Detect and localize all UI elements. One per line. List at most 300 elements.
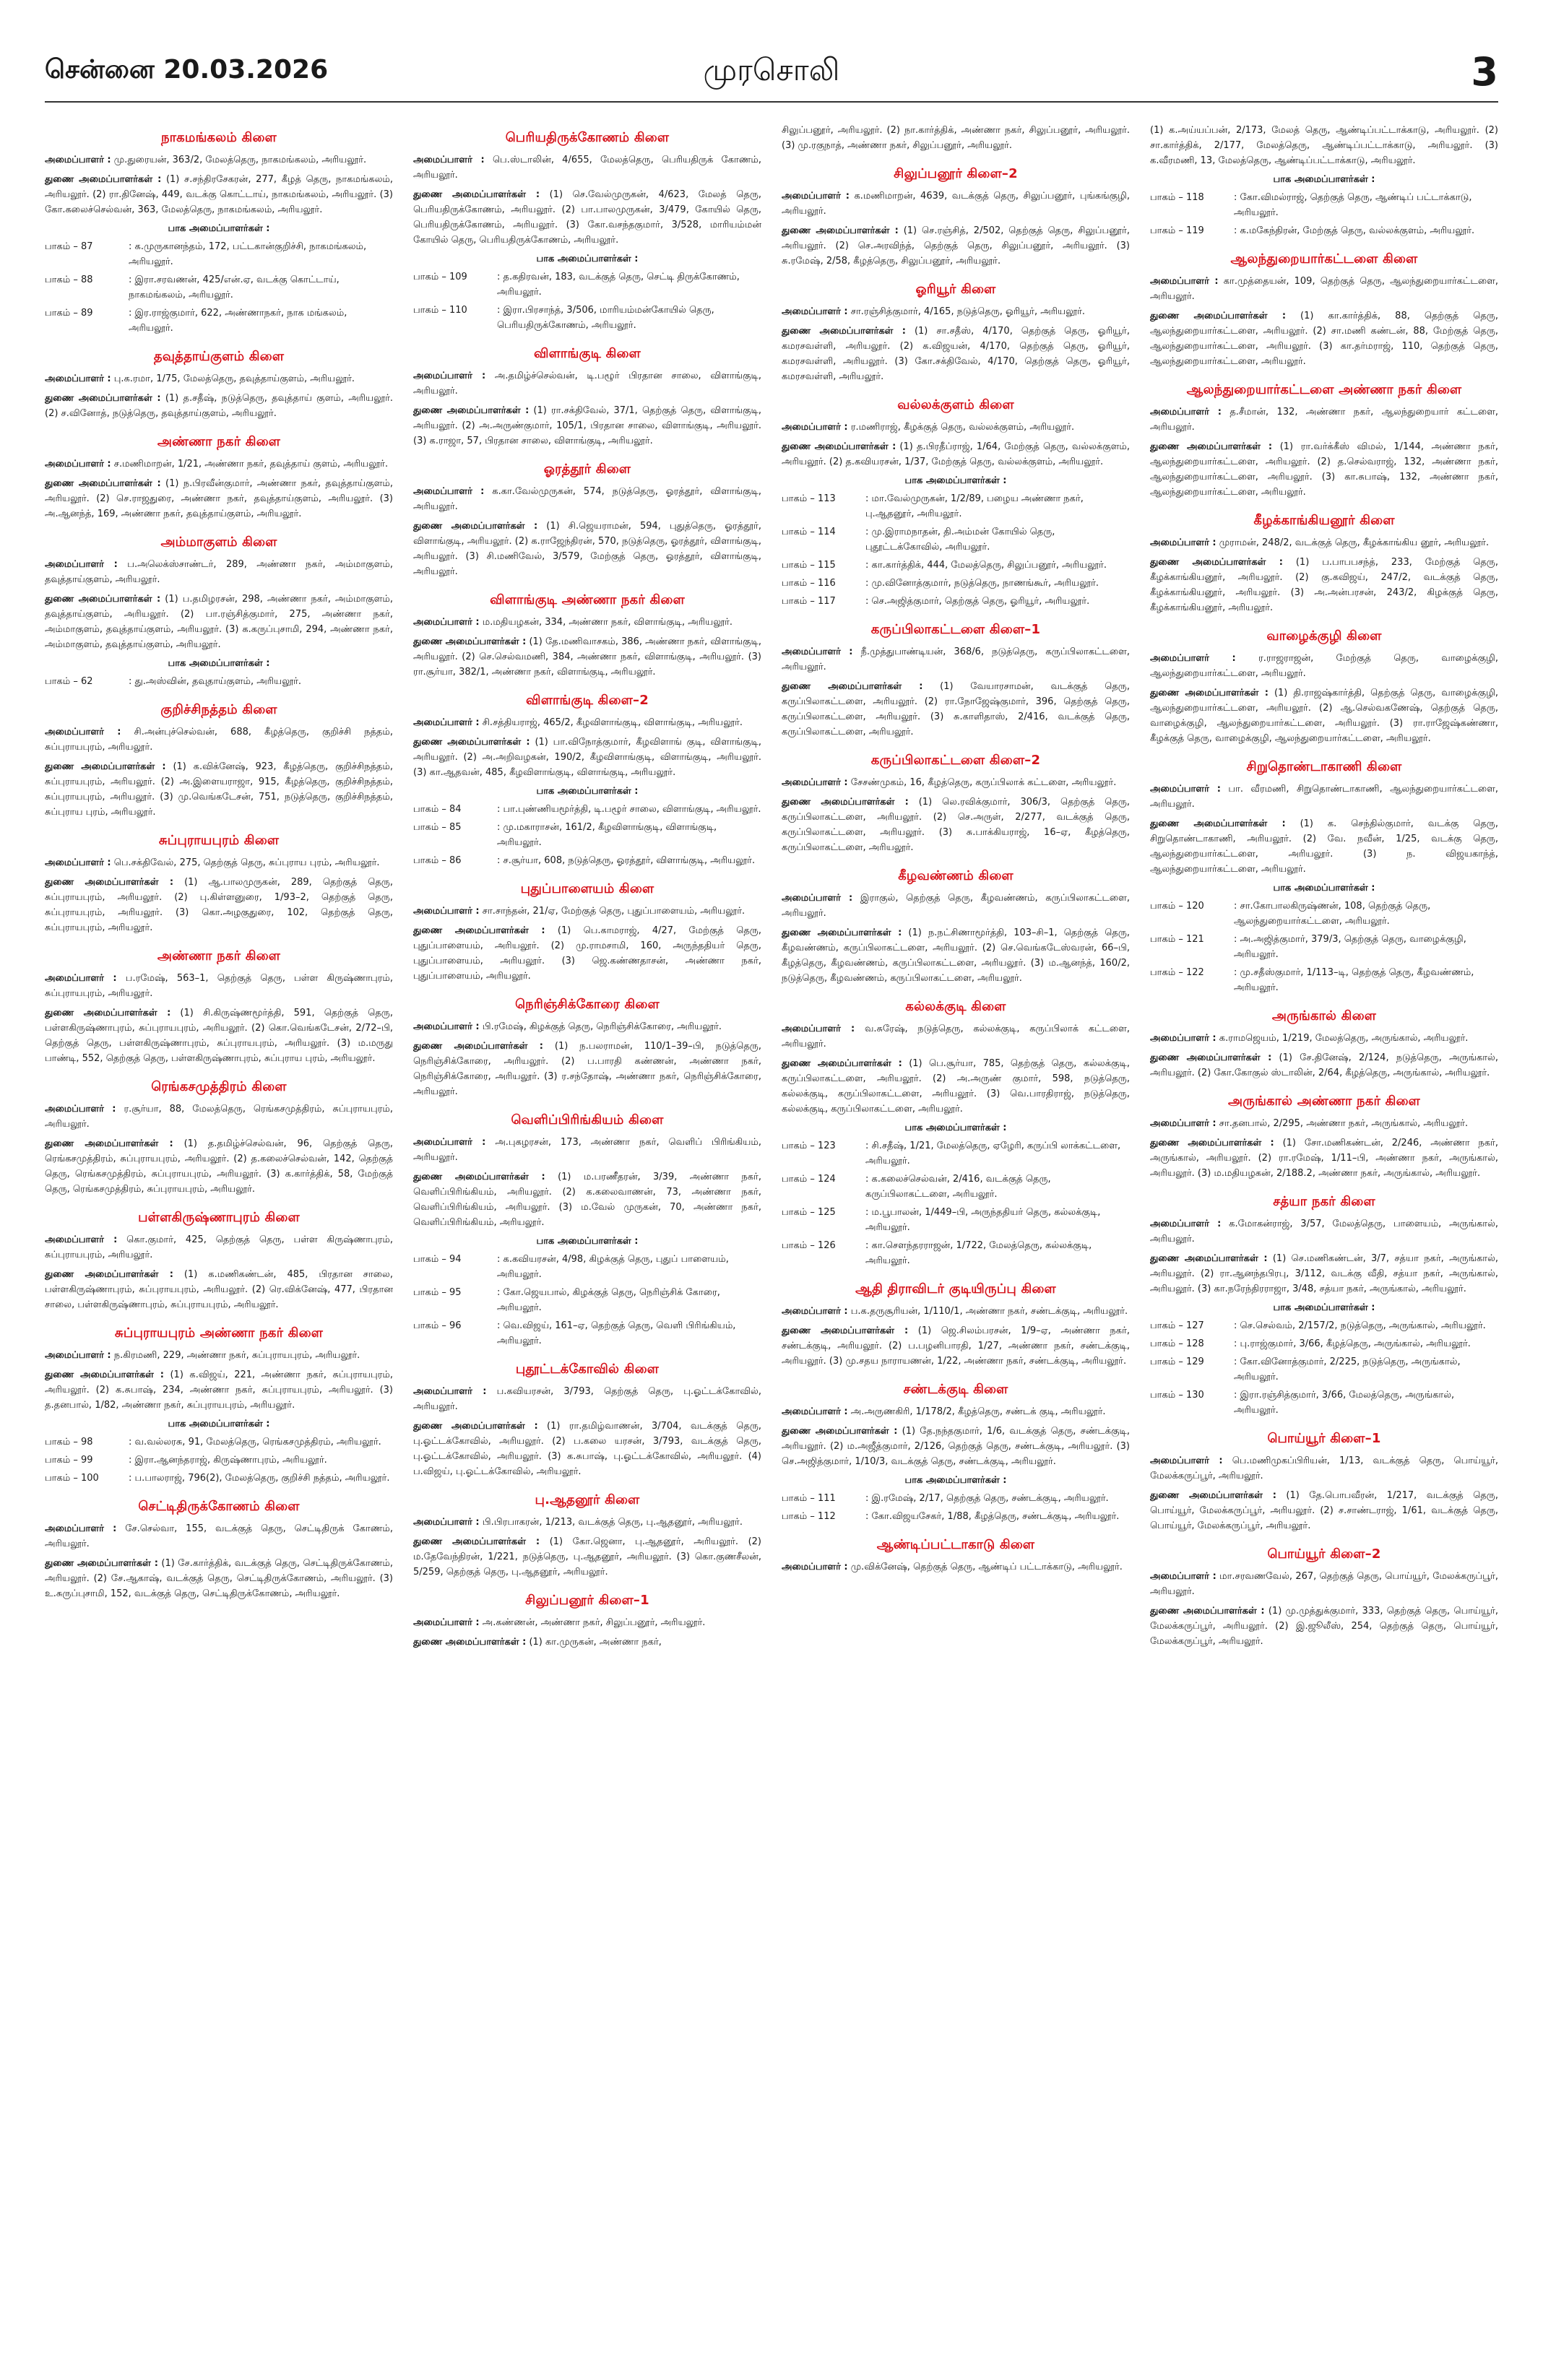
vice-presidents-label: துணை அமைப்பாளர்கள் : bbox=[782, 797, 909, 808]
branch-section bbox=[413, 881, 761, 984]
president-line bbox=[45, 557, 393, 587]
booth-member: : க.கலைச்செல்வன், 2/416, வடக்குத் தெரு, கருப்பிலாகட்டளை, அரியலூர். bbox=[865, 1174, 1051, 1200]
president-name: க.மோகன்ராஜ், 3/57, மேலத்தெரு, பாளையம், அருங்கால், அரியலூர். bbox=[1150, 1219, 1498, 1245]
president-label: அமைப்பாளர் : bbox=[1150, 653, 1236, 664]
booth-number: பாகம் – 89 bbox=[45, 308, 93, 319]
booth-heading: பாக அமைப்பாளர்கள் : bbox=[168, 658, 270, 669]
vice-presidents-names: (1) சே.தினேஷ், 2/124, நடுத்தெரு, அருங்கால், அரியலூர். (2) கோ.கோகுல் ஸ்டாலின், 2/64, கீழத்தெரு, அருங்கால், அரியலூர். bbox=[1150, 1052, 1498, 1078]
branch-title: கருப்பிலாகட்டளை கிளை–1 bbox=[870, 622, 1041, 637]
president-label: அமைப்பாளர் : bbox=[1150, 1571, 1216, 1582]
president-name: நீ.முத்துபாண்டியன், 368/6, நடுத்தெரு, கருப்பிலாகட்டளை, அரியலூர். bbox=[782, 646, 1130, 672]
branch-title: சிலுப்பனூர் கிளை–2 bbox=[894, 166, 1018, 181]
branch-title: பள்ளகிருஷ்ணாபுரம் கிளை bbox=[138, 1210, 300, 1225]
president-name: கொ.குமார், 425, தெற்குத் தெரு, பள்ள கிருஷ்ணாபுரம், சுப்புராயபுரம், அரியலூர். bbox=[45, 1234, 393, 1260]
vice-presidents-line bbox=[782, 1424, 1130, 1469]
president-label: அமைப்பாளர் : bbox=[782, 306, 848, 317]
vice-presidents-line bbox=[45, 592, 393, 652]
booth-member: : மு.மகாராசன், 161/2, கீழவிளாங்குடி, விளாங்குடி, அரியலூர். bbox=[497, 822, 717, 848]
booth-member: : கா.கார்த்திக், 444, மேலத்தெரு, சிலுப்பனூர், அரியலூர். bbox=[865, 560, 1107, 571]
booth-row bbox=[413, 820, 761, 850]
president-line bbox=[45, 152, 393, 168]
vice-presidents-line bbox=[413, 1169, 761, 1230]
vice-presidents-label: துணை அமைப்பாளர்கள் : bbox=[782, 1058, 902, 1069]
booth-row bbox=[1150, 190, 1498, 220]
booth-row bbox=[45, 674, 393, 689]
vice-presidents-label: துணை அமைப்பாளர்கள் : bbox=[413, 405, 530, 416]
booth-heading: பாக அமைப்பாளர்கள் : bbox=[168, 1419, 270, 1429]
branch-section bbox=[782, 123, 1130, 153]
vice-presidents-line bbox=[413, 634, 761, 680]
vice-presidents-names: (1) பெ.சூர்யா, 785, தெற்குத் தெரு, கல்லக்குடி, கருப்பிலாகட்டளை, அரியலூர். (2) அ.அருண் குமார், 598, நடுத்தெரு, கல்லக்குடி, கருப்பிலாகட்டளை, அரியலூர். (3) வெ.பாரதிராஜ், நடுத்தெரு, கல்லக்குடி, கருப்பிலாகட்டளை, அரியலூர். bbox=[782, 1058, 1130, 1115]
branch-section bbox=[413, 346, 761, 449]
branch-section bbox=[413, 462, 761, 579]
booth-member: : கோ.விமல்ராஜ், தெற்குத் தெரு, ஆண்டிப் பட்டாக்காடு, அரியலூர். bbox=[1234, 192, 1472, 218]
vice-presidents-line bbox=[413, 403, 761, 449]
booth-member: : மு.இராமநாதன், தி.அம்மன் கோயில் தெரு, புதூட்டக்கோவில், அரியலூர். bbox=[865, 527, 1055, 553]
president-label: அமைப்பாளர் : bbox=[1150, 537, 1216, 548]
president-name: மா.சரவணவேல், 267, தெற்குத் தெரு, பொய்யூர், மேலக்கருப்பூர், அரியலூர். bbox=[1150, 1571, 1498, 1597]
president-name: இராகுல், தெற்குத் தெரு, கீழவண்ணம், கருப்பிலாகட்டளை, அரியலூர். bbox=[782, 893, 1130, 919]
branch-title: செட்டிதிருக்கோணம் கிளை bbox=[138, 1499, 300, 1514]
president-name: பா. வீரமணி, சிறுதொண்டாகாணி, ஆலந்துறையார்கட்டளை, அரியலூர். bbox=[1150, 784, 1498, 810]
vice-presidents-label: துணை அமைப்பாளர்கள் : bbox=[782, 326, 906, 337]
president-label: அமைப்பாளர் : bbox=[782, 1306, 848, 1317]
branch-title: விளாங்குடி கிளை bbox=[534, 346, 641, 361]
president-line bbox=[782, 775, 1130, 790]
branch-title: சிலுப்பனூர் கிளை–1 bbox=[525, 1593, 649, 1608]
vice-presidents-label: துணை அமைப்பாளர்கள் : bbox=[45, 877, 174, 888]
booth-heading: பாக அமைப்பாளர்கள் : bbox=[904, 475, 1007, 486]
vice-presidents-names: (1) தே.பொபவீரன், 1/217, வடக்குத் தெரு, பொய்யூர், மேலக்கருப்பூர், அரியலூர். (2) ச.சாண்டராஜ், 1/61, வடக்குத் தெரு, பொய்யூர், மேலக்கருப்பூர், அரியலூர். bbox=[1150, 1490, 1498, 1531]
branch-title: விளாங்குடி அண்ணா நகர் கிளை bbox=[490, 592, 685, 607]
president-label: அமைப்பாளர் : bbox=[413, 1137, 486, 1148]
vice-presidents-names: (1) ப.தமிழரசன், 298, அண்ணா நகர், அம்மாகுளம், தவுத்தாய்குளம், அரியலூர். (2) பா.ரஞ்சித்குமார், 275, அண்ணா நகர், அம்மாகுளம், தவுத்தாய்குளம், அரியலூர். (3) க.கருப்புசாமி, 294, அண்ணா நகர், அம்மாகுளம், தவுத்தாய்குளம், அரியலூர். bbox=[45, 594, 393, 650]
vice-presidents-label: துணை அமைப்பாளர்கள் : bbox=[1150, 1138, 1274, 1148]
president-label: அமைப்பாளர் : bbox=[1150, 1455, 1223, 1466]
president-line bbox=[45, 855, 393, 870]
vice-presidents-names: (1) க.அய்யப்பன், 2/173, மேலத் தெரு, ஆண்டிப்பட்டாக்காடு, அரியலூர். (2) சா.கார்த்திக், 2/177, மேலத்தெரு, ஆண்டிப்பட்டாக்காடு, அரியலூர். (3) க.வீரமணி, 13, மேலத்தெரு, ஆண்டிப்பட்டாக்காடு, அரியலூர். bbox=[1150, 125, 1498, 166]
branch-title: பொய்யூர் கிளை–1 bbox=[1267, 1431, 1381, 1446]
president-label: அமைப்பாளர் : bbox=[782, 1406, 848, 1417]
booth-number: பாகம் – 119 bbox=[1150, 225, 1204, 236]
president-name: த.சீமான், 132, அண்ணா நகர், ஆலந்துறையார் கட்டளை, அரியலூர். bbox=[1150, 407, 1498, 433]
branch-title: தவுத்தாய்குளம் கிளை bbox=[153, 349, 285, 364]
booth-member: : இ.ரமேஷ், 2/17, தெற்குத் தெரு, சண்டக்குடி, அரியலூர். bbox=[865, 1493, 1109, 1504]
branch-section bbox=[782, 753, 1130, 855]
booth-number: பாகம் – 130 bbox=[1150, 1390, 1204, 1401]
booth-row bbox=[782, 576, 1130, 591]
president-name: ர.மணிராஜ், கீழக்குத் தெரு, வல்லக்குளம், அரியலூர். bbox=[850, 422, 1075, 433]
president-name: க.மணிமாறன், 4639, வடக்குத் தெரு, சிலுப்பனூர், புங்கங்குழி, அரியலூர். bbox=[782, 191, 1130, 217]
branch-section bbox=[413, 130, 761, 333]
branch-title: ஆலந்துறையார்கட்டளை அண்ணா நகர் கிளை bbox=[1186, 382, 1462, 397]
booth-member: : அ.அஜித்குமார், 379/3, தெற்குத் தெரு, வாழைக்குழி, அரியலூர். bbox=[1234, 934, 1466, 960]
branch-title: ஆலந்துறையார்கட்டளை கிளை bbox=[1230, 251, 1418, 267]
booth-member: : இரா.பிரசாந்த், 3/506, மாரியம்மன்கோயில் தெரு, பெரியதிருக்கோணம், அரியலூர். bbox=[497, 305, 714, 331]
branch-section bbox=[413, 592, 761, 680]
vice-presidents-line bbox=[45, 875, 393, 935]
president-line bbox=[782, 420, 1130, 435]
president-label: அமைப்பாளர் : bbox=[1150, 784, 1221, 795]
booth-heading: பாக அமைப்பாளர்கள் : bbox=[536, 254, 639, 264]
branch-section bbox=[782, 999, 1130, 1268]
president-label: அமைப்பாளர் : bbox=[45, 373, 111, 384]
president-name: மு.விக்னேஷ், தெற்குத் தெரு, ஆண்டிப் பட்டாக்காடு, அரியலூர். bbox=[850, 1562, 1123, 1572]
booth-member: : கா.செளந்தரராஜன், 1/722, மேலத்தெரு, கல்லக்குடி, அரியலூர். bbox=[865, 1240, 1092, 1266]
booth-number: பாகம் – 115 bbox=[782, 560, 836, 571]
vice-presidents-label: துணை அமைப்பாளர்கள் : bbox=[782, 441, 896, 452]
branch-title: சுப்புராயபுரம் அண்ணா நகர் கிளை bbox=[114, 1325, 324, 1341]
vice-presidents-names: (1) க. செந்தில்குமார், வடக்கு தெரு, சிறுதொண்டாகாணி, அரியலூர். (2) வே. நவீன், 1/25, வடக்கு தெரு, ஆலந்துறையார்கட்டளை, அரியலூர். (3) ந. விஜயகாந்த், ஆலந்துறையார்கட்டளை, அரியலூர். bbox=[1150, 818, 1498, 875]
president-label: அமைப்பாளர் : bbox=[45, 1523, 117, 1534]
booth-member: : க.கவியரசன், 4/98, கிழக்குத் தெரு, புதுப் பாளையம், அரியலூர். bbox=[497, 1254, 729, 1280]
booth-member: : ப.பாலராஜ், 796(2), மேலத்தெரு, குறிச்சி நத்தம், அரியலூர். bbox=[129, 1473, 390, 1484]
president-name: சேசண்முகம், 16, கீழத்தெரு, கருப்பிலாக் கட்டளை, அரியலூர். bbox=[850, 777, 1117, 788]
booth-number: பாகம் – 122 bbox=[1150, 967, 1204, 978]
booth-number: பாகம் – 113 bbox=[782, 493, 836, 504]
branch-section bbox=[45, 349, 393, 421]
booth-number: பாகம் – 86 bbox=[413, 855, 462, 866]
president-name: க.ராமஜெயம், 1/219, மேலத்தெரு, அருங்கால், அரியலூர். bbox=[1219, 1033, 1469, 1044]
booth-member: : க.முருகானந்தம், 172, பட்டகான்குறிச்சி, நாகமங்கலம், அரியலூர். bbox=[129, 241, 367, 267]
branch-section bbox=[1150, 1546, 1498, 1649]
vice-presidents-names: (1) சே.கார்த்திக், வடக்குத் தெரு, செட்டிதிருக்கோணம், அரியலூர். (2) சே.ஆகாஷ், வடக்குத் தெரு, செட்டிதிருக்கோணம், அரியலூர். (3) உ.சுருப்புசாமி, 152, வடக்குத் தெரு, செட்டிதிருக்கோணம், அரியலூர். bbox=[45, 1558, 393, 1599]
vice-presidents-line bbox=[1150, 1604, 1498, 1649]
booth-number: பாகம் – 99 bbox=[45, 1455, 93, 1466]
branch-title: புதுப்பாளையம் கிளை bbox=[520, 881, 654, 896]
president-name: பி.பிரபாகரன், 1/213, வடக்குத் தெரு, பு.ஆதனூர், அரியலூர். bbox=[482, 1517, 743, 1528]
president-line bbox=[1150, 1453, 1498, 1484]
president-line bbox=[1150, 535, 1498, 550]
president-line bbox=[45, 1521, 393, 1552]
booth-member: : மு.வினோத்குமார், நடுத்தெரு, நாணங்கூர், அரியலூர். bbox=[865, 578, 1099, 589]
booth-member: : செ.அஜித்குமார், தெற்குத் தெரு, ஓரியூர், அரியலூர். bbox=[865, 596, 1090, 607]
vice-presidents-line bbox=[1150, 1488, 1498, 1533]
booth-heading: பாக அமைப்பாளர்கள் : bbox=[1273, 1302, 1375, 1313]
president-label: அமைப்பாளர் : bbox=[413, 155, 485, 165]
president-line bbox=[45, 1348, 393, 1363]
booth-member: : கோ.வினோத்குமார், 2/225, நடுத்தெரு, அருங்கால், அரியலூர். bbox=[1234, 1356, 1461, 1382]
branch-title: வெளிப்பிரிங்கியம் கிளை bbox=[511, 1112, 664, 1128]
vice-presidents-names: (1) ப.பாபபசந்த், 233, மேற்குத் தெரு, கீழக்காங்கியனூர், அரியலூர். (2) கு.கவிஜய், 247/2, வடக்குத் தெரு, கீழக்காங்கியனூர், அரியலூர். (3) அ.அன்பரசன், 243/2, கிழக்குத் தெரு, கீழக்காங்கியனூர், அரியலூர். bbox=[1150, 557, 1498, 613]
president-line bbox=[1150, 1031, 1498, 1046]
booth-heading: பாக அமைப்பாளர்கள் : bbox=[1273, 174, 1375, 185]
vice-presidents-line bbox=[413, 735, 761, 780]
vice-presidents-line bbox=[413, 187, 761, 248]
booth-member: : இர.ராஜ்குமார், 622, அண்ணாநகர், நாக மங்கலம், அரியலூர். bbox=[129, 308, 347, 334]
vice-presidents-label: துணை அமைப்பாளர்கள் : bbox=[782, 225, 899, 236]
president-name: சா.தனபால், 2/295, அண்ணா நகர், அருங்கால், அரியலூர். bbox=[1219, 1118, 1469, 1129]
president-label: அமைப்பாளர் : bbox=[782, 1024, 855, 1034]
booth-row bbox=[1150, 1318, 1498, 1333]
booth-member: : ச.சூர்யா, 608, நடுத்தெரு, ஓரத்தூர், விளாங்குடி, அரியலூர். bbox=[497, 855, 756, 866]
booth-row bbox=[782, 1138, 1130, 1169]
vice-presidents-line bbox=[782, 439, 1130, 469]
vice-presidents-label: துணை அமைப்பாளர்கள் : bbox=[413, 521, 538, 532]
vice-presidents-line bbox=[413, 1635, 761, 1650]
vice-presidents-label: துணை அமைப்பாளர்கள் : bbox=[413, 1536, 540, 1547]
branch-title: அருங்கால் கிளை bbox=[1271, 1008, 1377, 1024]
branch-title: நாகமங்கலம் கிளை bbox=[161, 130, 277, 145]
vice-presidents-names: (1) த.பிரதீப்ராஜ், 1/64, மேற்குத் தெரு, வல்லக்குளம், அரியலூர். (2) த.கவியரசன், 1/37, மேற்குத் தெரு, வல்லக்குளம், அரியலூர். bbox=[782, 441, 1130, 467]
president-label: அமைப்பாளர் : bbox=[45, 559, 118, 570]
branch-title: பு.ஆதனூர் கிளை bbox=[535, 1492, 640, 1507]
booth-number: பாகம் – 94 bbox=[413, 1254, 462, 1265]
president-line bbox=[413, 715, 761, 730]
president-line bbox=[45, 1102, 393, 1132]
booth-member: : த.கதிரவன், 183, வடக்குத் தெரு, செட்டி திருக்கோணம், அரியலூர். bbox=[497, 272, 740, 298]
booth-row bbox=[1150, 899, 1498, 929]
vice-presidents-label: துணை அமைப்பாளர்கள் : bbox=[1150, 1606, 1265, 1617]
booth-row bbox=[45, 272, 393, 303]
vice-presidents-line bbox=[782, 925, 1130, 986]
vice-presidents-label: துணை அமைப்பாளர்கள் : bbox=[413, 737, 530, 748]
president-label: அமைப்பாளர் : bbox=[45, 459, 111, 469]
branch-section bbox=[1150, 123, 1498, 238]
president-line bbox=[1150, 1216, 1498, 1247]
vice-presidents-names: (1) ம.பரணீதரன், 3/39, அண்ணா நகர், வெளிப்பிரிங்கியம், அரியலூர். (2) க.கலைவாணன், 73, அண்ணா நகர், வெளிப்பிரிங்கியம், அரியலூர். (3) ம.வேல் முருகன், 70, அண்ணா நகர், வெளிப்பிரிங்கியம், அரியலூர். bbox=[413, 1172, 761, 1228]
booth-member: : இரா.ஆனந்தராஜ், கிருஷ்ணாபுரம், அரியலூர். bbox=[129, 1455, 327, 1466]
vice-presidents-line bbox=[782, 324, 1130, 384]
branch-title: அண்ணா நகர் கிளை bbox=[157, 434, 281, 449]
president-name: ர.ராஜராஜன், மேற்குத் தெரு, வாழைக்குழி, ஆலந்துறையார்கட்டளை, அரியலூர். bbox=[1150, 653, 1498, 679]
vice-presidents-line bbox=[413, 1039, 761, 1099]
vice-presidents-label: துணை அமைப்பாளர்கள் : bbox=[413, 1637, 527, 1648]
booth-heading: பாக அமைப்பாளர்கள் : bbox=[536, 786, 639, 797]
booth-row bbox=[413, 802, 761, 817]
vice-presidents-line bbox=[45, 1556, 393, 1601]
president-line bbox=[45, 1232, 393, 1263]
president-label: அமைப்பாளர் : bbox=[413, 1617, 480, 1628]
president-name: ப.அலெக்ஸ்சாண்டர், 289, அண்ணா நகர், அம்மாகுளம், தவுத்தாய்குளம், அரியலூர். bbox=[45, 559, 393, 585]
booth-row bbox=[782, 1205, 1130, 1235]
booth-number: பாகம் – 123 bbox=[782, 1141, 836, 1151]
booth-heading: பாக அமைப்பாளர்கள் : bbox=[1273, 883, 1375, 893]
date-line: சென்னை 20.03.2026 bbox=[45, 55, 329, 85]
president-label: அமைப்பாளர் : bbox=[782, 1562, 848, 1572]
branch-title: பொய்யூர் கிளை–2 bbox=[1267, 1546, 1381, 1562]
vice-presidents-label: துணை அமைப்பாளர்கள் : bbox=[1150, 557, 1283, 568]
booth-number: பாகம் – 116 bbox=[782, 578, 836, 589]
booth-row bbox=[45, 239, 393, 269]
president-label: அமைப்பாளர் : bbox=[782, 893, 853, 904]
booth-number: பாகம் – 118 bbox=[1150, 192, 1204, 203]
president-label: அமைப்பாளர் : bbox=[413, 717, 480, 728]
branch-section bbox=[1150, 251, 1498, 369]
president-name: பெ.ஸ்டாலின், 4/655, மேலத்தெரு, பெரியதிருக் கோணம், அரியலூர். bbox=[413, 155, 761, 181]
booth-number: பாகம் – 98 bbox=[45, 1437, 93, 1448]
vice-presidents-line bbox=[413, 923, 761, 984]
vice-presidents-label: துணை அமைப்பாளர்கள் : bbox=[45, 393, 161, 404]
branch-section bbox=[413, 1492, 761, 1580]
president-label: அமைப்பாளர் : bbox=[782, 646, 853, 657]
booth-row bbox=[1150, 965, 1498, 995]
branch-title: விளாங்குடி கிளை–2 bbox=[526, 693, 649, 708]
booth-row bbox=[782, 1509, 1130, 1524]
booth-row bbox=[1150, 1354, 1498, 1385]
president-line bbox=[1150, 1116, 1498, 1131]
branch-section bbox=[782, 1382, 1130, 1524]
vice-presidents-line bbox=[782, 1056, 1130, 1117]
branch-title: அம்மாகுளம் கிளை bbox=[160, 535, 277, 550]
vice-presidents-label: துணை அமைப்பாளர்கள் : bbox=[45, 1369, 164, 1380]
booth-number: பாகம் – 96 bbox=[413, 1320, 462, 1331]
booth-member: : கோ.ஜெயபால், கிழக்குத் தெரு, நெரிஞ்சிக் கோரை, அரியலூர். bbox=[497, 1287, 720, 1313]
president-line bbox=[413, 1515, 761, 1530]
branch-section bbox=[782, 622, 1130, 740]
vice-presidents-line bbox=[45, 759, 393, 820]
vice-presidents-names: (1) சா.சதீஸ், 4/170, தெற்குத் தெரு, ஓரியூர், கமரசவள்ளி, அரியலூர். (2) க.விஜயன், 4/170, தெற்குத் தெரு, ஓரியூர், கமரசவள்ளி, அரியலூர். (3) கோ.சக்திவேல், 4/170, தெற்குத் தெரு, ஓரியூர், கமரசவள்ளி, அரியலூர். bbox=[782, 326, 1130, 382]
booth-row bbox=[782, 1172, 1130, 1202]
president-name: சா.ரஞ்சித்குமார், 4/165, நடுத்தெரு, ஓரியூர், அரியலூர். bbox=[850, 306, 1086, 317]
president-name: அ.கண்ணன், அண்ணா நகர், சிலுப்பனூர், அரியலூர். bbox=[482, 1617, 706, 1628]
header-rule bbox=[45, 101, 1498, 103]
booth-member: : இரா.ரஞ்சித்குமார், 3/66, மேலத்தெரு, அருங்கால், அரியலூர். bbox=[1234, 1390, 1455, 1416]
vice-presidents-label: துணை அமைப்பாளர்கள் : bbox=[1150, 311, 1287, 321]
vice-presidents-line bbox=[782, 1323, 1130, 1369]
president-name: அ.புகழரசன், 173, அண்ணா நகர், வெளிப் பிரிங்கியம், அரியலூர். bbox=[413, 1137, 761, 1163]
president-line bbox=[1150, 404, 1498, 435]
vice-presidents-label: துணை அமைப்பாளர்கள் : bbox=[413, 1421, 538, 1432]
branch-section bbox=[782, 166, 1130, 269]
branch-title: ரெங்கசமுத்திரம் கிளை bbox=[151, 1079, 287, 1094]
vice-presidents-names: (1) கா.கார்த்திக், 88, தெற்குத் தெரு, ஆலந்துறையார்கட்டளை, அரியலூர். (2) சா.மணி கண்டன், 88, மேற்குத் தெரு, ஆலந்துறையார்கட்டளை, அரியலூர். (3) கா.தர்மராஜ், 110, தெற்குத் தெரு, ஆலந்துறையார்கட்டளை, அரியலூர். bbox=[1150, 311, 1498, 367]
vice-presidents-label: துணை அமைப்பாளர்கள் : bbox=[1150, 1052, 1272, 1063]
vice-presidents-names: (1) லெ.ரவிக்குமார், 306/3, தெற்குத் தெரு, கருப்பிலாகட்டளை, அரியலூர். (2) செ.அருள், 2/277, வடக்குத் தெரு, கருப்பிலாகட்டளை, அரியலூர். (3) சு.பாக்கியராஜ், 16–ஏ, கீழத்தெரு, கருப்பிலாகட்டளை, அரியலூர். bbox=[782, 797, 1130, 853]
branch-title: ஆதி திராவிடர் குடியிருப்பு கிளை bbox=[855, 1281, 1056, 1297]
masthead bbox=[45, 49, 1498, 98]
president-line bbox=[782, 644, 1130, 675]
vice-presidents-names: (1) சி.ஜெயராமன், 594, புதுத்தெரு, ஓரத்தூர், விளாங்குடி, அரியலூர். (2) க.ராஜேந்திரன், 570, நடுத்தெரு, ஓரத்தூர், விளாங்குடி, அரியலூர். (3) சி.மணிவேல், 3/579, மேற்குத் தெரு, ஓரத்தூர், விளாங்குடி, அரியலூர். bbox=[413, 521, 761, 577]
vice-presidents-names: (1) பா.விநோத்குமார், கீழவிளாங் குடி, விளாங்குடி, அரியலூர். (2) அ.அறிவழகன், 190/2, கீழவிளாங்குடி, விளாங்குடி, அரியலூர். (3) கா.ஆதவன், 485, கீழவிளாங்குடி, விளாங்குடி, அரியலூர். bbox=[413, 737, 761, 778]
vice-presidents-line bbox=[1150, 1251, 1498, 1297]
vice-presidents-names: (1) ச.சந்திரசேகரன், 277, கீழத் தெரு, நாகமங்கலம், அரியலூர். (2) ரா.தினேஷ், 449, வடக்கு கொட்டாய், நாகமங்கலம், அரியலூர். (3) கோ.கலைச்செல்வன், 363, மேலத்தெரு, நாகமங்கலம், அரியலூர். bbox=[45, 174, 393, 215]
booth-heading: பாக அமைப்பாளர்கள் : bbox=[536, 1236, 639, 1247]
branch-section bbox=[45, 130, 393, 336]
president-line bbox=[413, 904, 761, 919]
booth-row bbox=[782, 594, 1130, 609]
vice-presidents-line bbox=[782, 123, 1130, 153]
vice-presidents-line bbox=[782, 795, 1130, 855]
branch-title: சிறுதொண்டாகாணி கிளை bbox=[1246, 759, 1402, 774]
president-name: ர.சூர்யா, 88, மேலத்தெரு, ரெங்கசமுத்திரம், சுப்புராயபுரம், அரியலூர். bbox=[45, 1104, 393, 1130]
president-name: பி.ரமேஷ், கிழக்குத் தெரு, நெரிஞ்சிக்கோரை, அரியலூர். bbox=[482, 1021, 722, 1032]
president-line bbox=[1150, 274, 1498, 304]
president-line bbox=[413, 1135, 761, 1165]
branch-section bbox=[782, 282, 1130, 384]
branch-title: சண்டக்குடி கிளை bbox=[903, 1382, 1008, 1397]
booth-heading: பாக அமைப்பாளர்கள் : bbox=[904, 1475, 1007, 1486]
vice-presidents-names: (1) தி.ராஜஷ்கார்த்தி, தெற்குத் தெரு, வாழைக்குழி, ஆலந்துறையார்கட்டளை, அரியலூர். (2) ஆ.செல்வகணேஷ், தெற்குத் தெரு, வாழைக்குழி, ஆலந்துறையார்கட்டளை, அரியலூர். (3) ரா.ராஜேஷ்கண்ணா, கீழக்குத் தெரு, வாழைக்குழி, ஆலந்துறையார்கட்டளை, அரியலூர். bbox=[1150, 688, 1498, 744]
booth-member: : ம.பூபாலன், 1/449–பி, அருந்ததியர் தெரு, கல்லக்குடி, அரியலூர். bbox=[865, 1207, 1101, 1233]
branch-section bbox=[1150, 513, 1498, 615]
booth-row bbox=[782, 1491, 1130, 1506]
booth-number: பாகம் – 127 bbox=[1150, 1320, 1204, 1331]
booth-row bbox=[1150, 1388, 1498, 1418]
branch-section bbox=[1150, 628, 1498, 746]
vice-presidents-line bbox=[45, 1136, 393, 1197]
vice-presidents-label: துணை அமைப்பாளர்கள் : bbox=[1150, 818, 1286, 829]
booth-member: : து.அஸ்வின், தவுதாய்குளம், அரியலூர். bbox=[129, 676, 302, 687]
vice-presidents-line bbox=[1150, 123, 1498, 168]
president-name: ம.மதியழகன், 334, அண்ணா நகர், விளாங்குடி, அரியலூர். bbox=[482, 617, 733, 628]
branch-section bbox=[782, 1281, 1130, 1369]
vice-presidents-line bbox=[45, 1005, 393, 1066]
vice-presidents-names: (1) வேயாரசாமன், வடக்குத் தெரு, கருப்பிலாகட்டளை, அரியலூர். (2) ரா.நோஜேஷ்குமார், 396, தெற்குத் தெரு, கருப்பிலாகட்டளை, அரியலூர். (3) சு.காளிதாஸ், 2/416, வடக்குத் தெரு, கருப்பிலாகட்டளை, அரியலூர். bbox=[782, 681, 1130, 737]
booth-member: : மா.வேல்முருகன், 1/2/89, பழைய அண்ணா நகர், பு.ஆதனூர், அரியலூர். bbox=[865, 493, 1084, 519]
president-line bbox=[45, 371, 393, 386]
vice-presidents-names: (1) க.மணிகண்டன், 485, பிரதான சாலை, பள்ளகிருஷ்ணாபுரம், சுப்புராயபுரம், அரியலூர். (2) ரெ.விக்னேஷ், 477, பிரதான சாலை, பள்ளகிருஷ்ணாபுரம், சுப்புராயபுரம், அரியலூர். bbox=[45, 1269, 393, 1310]
branch-section bbox=[45, 1325, 393, 1486]
booth-member: : வெ.விஜய், 161–ஏ, தெற்குத் தெரு, வெளி பிரிங்கியம், அரியலூர். bbox=[497, 1320, 736, 1346]
president-line bbox=[1150, 782, 1498, 812]
president-name: அ.தமிழ்ச்செல்வன், டி.பழூர் பிரதான சாலை, விளாங்குடி, அரியலூர். bbox=[413, 371, 761, 397]
vice-presidents-names: (1) ஜெ.சிலம்பரசன், 1/9–ஏ, அண்ணா நகர், சண்டக்குடி, அரியலூர். (2) ப.பழனிபாரதி, 1/27, அண்ணா நகர், சண்டக்குடி, அரியலூர். (3) மு.சதய நாராயணன், 1/22, அண்ணா நகர், சண்டக்குடி, அரியலூர். bbox=[782, 1325, 1130, 1367]
president-label: அமைப்பாளர் : bbox=[45, 155, 111, 165]
booth-number: பாகம் – 95 bbox=[413, 1287, 462, 1298]
vice-presidents-line bbox=[1150, 308, 1498, 369]
president-name: சா.சாந்தன், 21/ஏ, மேற்குத் தெரு, புதுப்பாளையம், அரியலூர். bbox=[482, 906, 745, 917]
branch-section bbox=[1150, 1008, 1498, 1081]
booth-number: பாகம் – 85 bbox=[413, 822, 462, 833]
president-line bbox=[782, 189, 1130, 219]
booth-number: பாகம் – 129 bbox=[1150, 1356, 1204, 1367]
vice-presidents-label: துணை அமைப்பாளர்கள் : bbox=[45, 761, 166, 772]
president-label: அமைப்பாளர் : bbox=[413, 617, 480, 628]
president-name: பெ.சக்திவேல், 275, தெற்குத் தெரு, சுப்புராய புரம், அரியலூர். bbox=[113, 857, 380, 868]
vice-presidents-names: (1) க.விக்னேஷ், 923, கீழத்தெரு, குறிச்சிநத்தம், சுப்புராயபுரம், அரியலூர். (2) அ.இளையராஜா, 915, கீழத்தெரு, குறிச்சிநத்தம், சுப்புராயபுரம், அரியலூர். (3) மு.வெங்கடேசன், 751, நடுத்தெரு, குறிச்சிநத்தம், சுப்புராய புரம், அரியலூர். bbox=[45, 761, 393, 818]
booth-number: பாகம் – 114 bbox=[782, 527, 836, 537]
president-name: பு.க.ரமா, 1/75, மேலத்தெரு, தவுத்தாய்குளம், அரியலூர். bbox=[113, 373, 355, 384]
branch-section bbox=[413, 693, 761, 868]
president-name: ப.ரமேஷ், 563–1, தெற்குத் தெரு, பள்ள கிருஷ்ணாபுரம், சுப்புராயபுரம், அரியலூர். bbox=[45, 973, 393, 999]
vice-presidents-names: (1) ந.பலராமன், 110/1–39–பி, நடுத்தெரு, நெரிஞ்சிக்கோரை, அரியலூர். (2) ப.பாரதி கண்ணன், அண்ணா நகர், நெரிஞ்சிக்கோரை, அரியலூர். (3) ர.சந்தோஷ், அண்ணா நகர், நெரிஞ்சிக்கோரை, அரியலூர். bbox=[413, 1041, 761, 1097]
branch-section bbox=[1150, 1094, 1498, 1181]
branch-title: கீழவண்ணம் கிளை bbox=[898, 868, 1013, 883]
booth-row bbox=[45, 306, 393, 336]
president-line bbox=[782, 1404, 1130, 1419]
booth-heading: பாக அமைப்பாளர்கள் : bbox=[168, 223, 270, 234]
vice-presidents-line bbox=[413, 1534, 761, 1580]
vice-presidents-names: (1) ரா.வர்க்கீஸ் விமல், 1/144, அண்ணா நகர், ஆலந்துறையார்கட்டளை, அரியலூர். (2) த.செல்வராஜ், 132, அண்ணா நகர், ஆலந்துறையார்கட்டளை, அரியலூர். (3) கா.சுபாஷ், 132, அண்ணா நகர், ஆலந்துறையார்கட்டளை, அரியலூர். bbox=[1150, 441, 1498, 498]
branch-title: புதூட்டக்கோவில் கிளை bbox=[515, 1362, 660, 1377]
branch-section bbox=[1150, 382, 1498, 500]
vice-presidents-line bbox=[1150, 685, 1498, 746]
president-name: முராமன், 248/2, வடக்குத் தெரு, கீழக்காங்கிய னூர், அரியலூர். bbox=[1219, 537, 1490, 548]
branch-section bbox=[1150, 1431, 1498, 1533]
vice-presidents-label: துணை அமைப்பாளர்கள் : bbox=[413, 189, 540, 200]
booth-member: : கோ.விஜயசேகர், 1/88, கீழத்தெரு, சண்டக்குடி, அரியலூர். bbox=[865, 1511, 1120, 1522]
booth-member: : மு.சதீஸ்குமார், 1/113–டி, தெற்குத் தெரு, கீழவண்ணம், அரியலூர். bbox=[1234, 967, 1474, 993]
vice-presidents-names: (1) தே.நந்தகுமார், 1/6, வடக்குத் தெரு, சண்டக்குடி, அரியலூர். (2) ம.அஜீத்குமார், 2/126, தெற்குத் தெரு, சண்டக்குடி, அரியலூர். (3) செ.அஜித்குமார், 1/10/3, வடக்குத் தெரு, சண்டக்குடி, அரியலூர். bbox=[782, 1426, 1130, 1467]
column-1 bbox=[45, 123, 393, 2362]
branch-section bbox=[45, 1079, 393, 1197]
booth-row bbox=[45, 1435, 393, 1450]
booth-row bbox=[413, 303, 761, 333]
booth-member: : வ.வல்லரசு, 91, மேலத்தெரு, ரெங்கசமுத்திரம், அரியலூர். bbox=[129, 1437, 381, 1448]
booth-row bbox=[413, 1285, 761, 1315]
booth-number: பாகம் – 111 bbox=[782, 1493, 836, 1504]
vice-presidents-label: துணை அமைப்பாளர்கள் : bbox=[782, 927, 902, 938]
president-label: அமைப்பாளர் : bbox=[45, 857, 111, 868]
branch-section bbox=[413, 1593, 761, 1650]
booth-number: பாகம் – 126 bbox=[782, 1240, 836, 1251]
president-line bbox=[413, 484, 761, 514]
president-name: அ.அருணகிரி, 1/178/2, கீழத்தெரு, சண்டக் குடி, அரியலூர். bbox=[850, 1406, 1106, 1417]
president-label: அமைப்பாளர் : bbox=[1150, 276, 1219, 287]
vice-presidents-label: துணை அமைப்பாளர்கள் : bbox=[413, 1172, 545, 1182]
booth-number: பாகம் – 128 bbox=[1150, 1338, 1204, 1349]
